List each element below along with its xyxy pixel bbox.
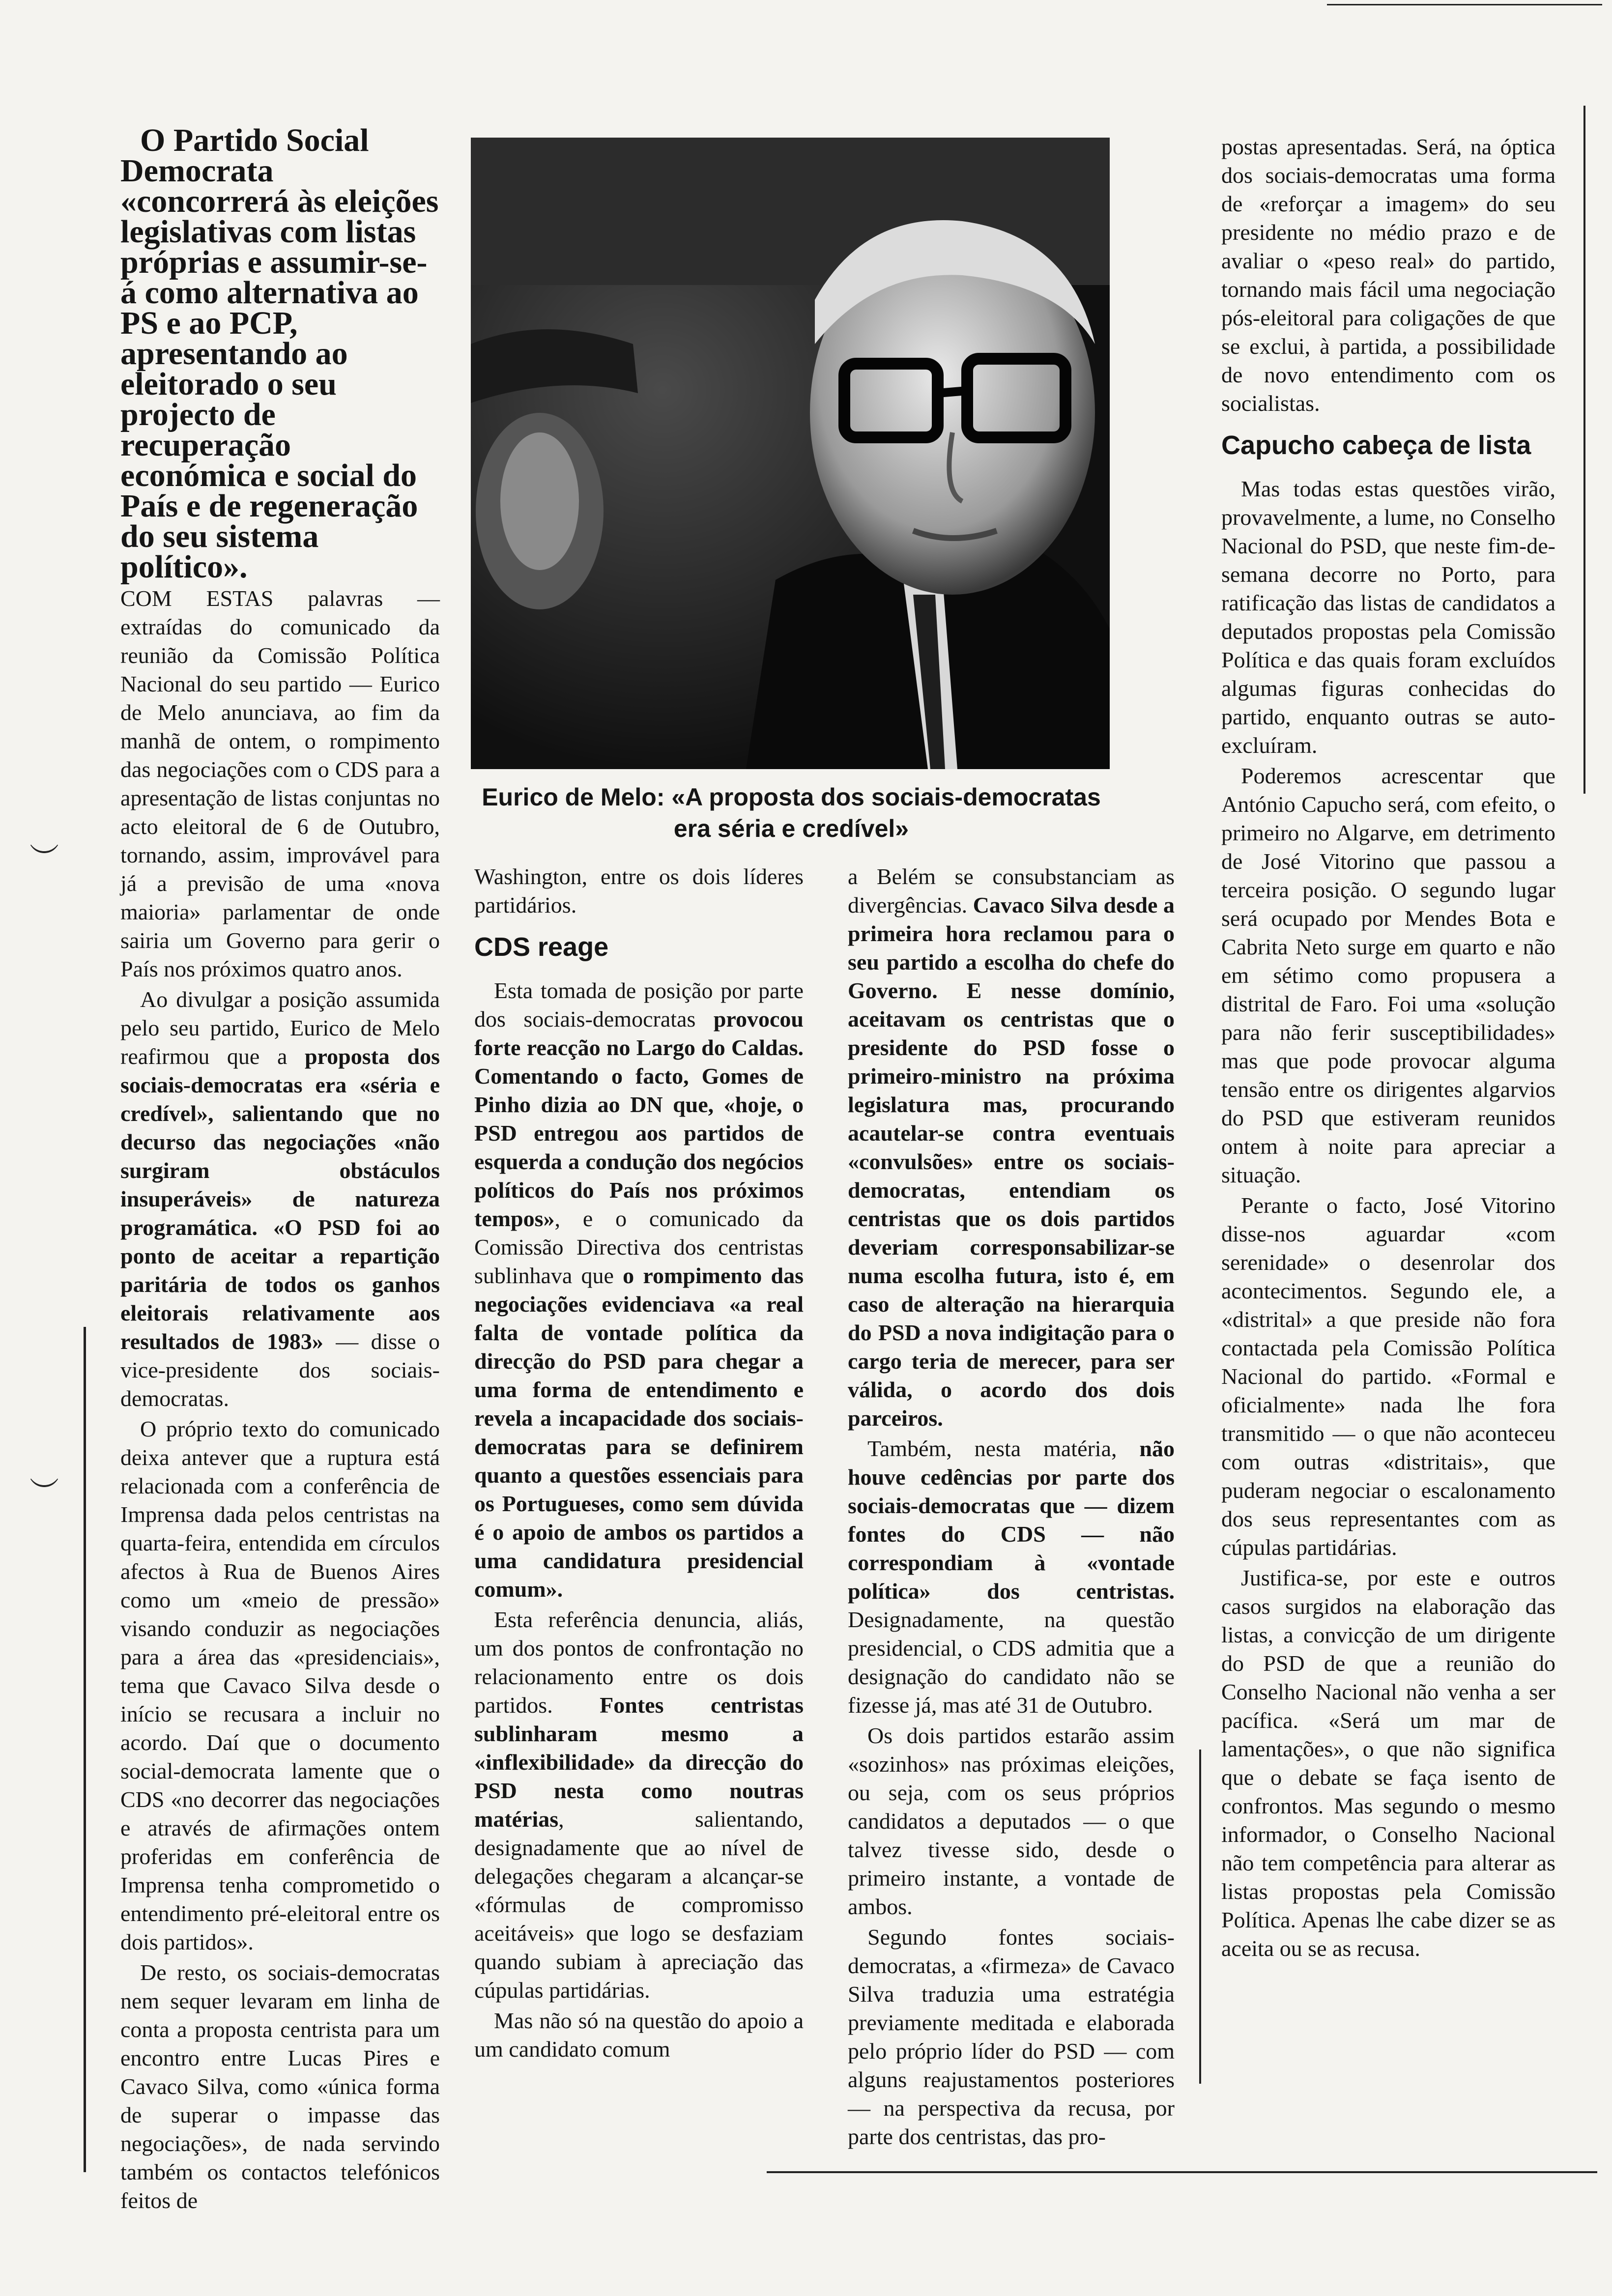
body-paragraph: a Belém se consubstanciam as divergências. Cavaco Silva desde a primeira hora reclamou para o seu partido a escolha do chefe do Governo. E nesse domínio, aceitavam os centristas que o presidente do PSD fosse o primeiro-ministro na próxima legislatura mas, procurando acautelar-se contra eventuais «convulsões» entre os sociais-democratas, entendiam os centristas que os dois partidos deveriam corresponsabilizar-se numa escolha futura, isto é, em caso de alteração na hierarquia do PSD a nova indigitação para o cargo teria de merecer, para ser válida, o acordo dos dois parceiros. — [848, 864, 1175, 1431]
body-paragraph: Esta tomada de posição por parte dos sociais-democratas provocou forte reacção no Largo do Caldas. Comentando o facto, Gomes de Pinho dizia ao DN que, «hoje, o PSD entregou aos partidos de esquerda a condução dos negócios políticos do País nos próximos tempos», e o comunicado da Comissão Directiva dos centristas sublinhava que o rompimento das negociações evidenciava «a real falta de vontade política da direcção do PSD para chegar a uma forma de entendimento e revela a incapacidade dos sociais-democratas para se definirem quanto a questões essenciais para os Portugueses, como sem dúvida é o apoio de ambos os partidos a uma candidatura presidencial comum». — [474, 978, 804, 1602]
body-paragraph: Perante o facto, José Vitorino disse-nos aguardar «com serenidade» o desenrolar dos acontecimentos. Segundo ele, a «distrital» a que preside não fora contactada pela Comissão Política Nacional do partido. «Formal e oficialmente» nada lhe fora transmitido — o que não aconteceu com outras «distritais», que puderam negociar o escalonamento dos seus representantes com as cúpulas partidárias. — [1221, 1193, 1555, 1560]
subheading-capucho: Capucho cabeça de lista — [1221, 430, 1531, 460]
body-paragraph: Esta referência denuncia, aliás, um dos pontos de confrontação no relacionamento entre os dois partidos. Fontes centristas sublinharam mesmo a «inflexibilidade» da direcção do PSD nesta como noutras matérias, salientando, designadamente que ao nível de delegações chegaram a alcançar-se «fórmulas de compromisso aceitáveis» que logo se desfaziam quando subiam à apreciação das cúpulas partidárias. — [474, 1607, 804, 2003]
column-rule — [1199, 1750, 1201, 2084]
top-rule — [1327, 4, 1602, 5]
body-paragraph: Mas todas estas questões virão, provavelmente, a lume, no Conselho Nacional do PSD, que neste fim-de-semana decorre no Porto, para ratificação das listas de candidatos a deputados propostas pela Comissão Política e das quais foram excluídos algumas figuras conhecidas do partido, enquanto outras se auto-excluíram. — [1221, 476, 1555, 758]
bottom-rule — [767, 2171, 1597, 2173]
margin-bracket-mark: ︶ — [29, 843, 59, 875]
body-paragraph: Também, nesta matéria, não houve cedências por parte dos sociais-democratas que — dizem fontes do CDS — não correspondiam à «vontade política» dos centristas. Designadamente, na questão presidencial, o CDS admitia que a designação do candidato não se fizesse já, mas até 31 de Outubro. — [848, 1436, 1175, 1718]
body-paragraph: O próprio texto do comunicado deixa antever que a ruptura está relacionada com a conferência de Imprensa dada pelos centristas na quarta-feira, entendida em círculos afectos à Rua de Buenos Aires como um «meio de pressão» visando conduzir as negociações para a área das «presidenciais», tema que Cavaco Silva desde o início se recusara a incluir no acordo. Daí que o documento social-democrata lamente que o CDS «no decorrer das negociações e através de afirmações ontem proferidas em conferência de Imprensa tenha comprometido o entendimento pré-eleitoral entre os dois partidos». — [120, 1416, 440, 1954]
body-paragraph: COM ESTAS palavras — extraídas do comunicado da reunião da Comissão Política Nacional do seu partido — Eurico de Melo anunciava, ao fim da manhã de ontem, o rompimento das negociações com o CDS para a apresentação de listas conjuntas no acto eleitoral de 6 de Outubro, tornando, assim, improvável para já a previsão de uma «nova maioria» parlamentar de onde sairia um Governo para gerir o País nos próximos quatro anos. — [120, 586, 440, 981]
column-1 — [120, 122, 440, 2217]
column-4 — [1221, 133, 1555, 1965]
column-2 — [474, 862, 804, 2066]
margin-bracket-mark: ︶ — [29, 1477, 59, 1509]
left-margin-rule — [84, 1327, 86, 2172]
body-paragraph: Poderemos acrescentar que António Capucho será, com efeito, o primeiro no Algarve, em detrimento de José Vitorino que passou a terceira posição. O segundo lugar será ocupado por Mendes Bota e Cabrita Neto surge em quarto e não em sétimo como propusera a distrital de Faro. Foi uma «solução para não ferir susceptibilidades» mas que pode provocar alguma tensão entre os dirigentes algarvios do PSD que estiveram reunidos ontem à noite para apreciar a situação. — [1221, 763, 1555, 1187]
lead-paragraph: O Partido Social Democrata «concorrerá às eleições legislativas com listas próprias e assumir-se-á como alternativa ao PS e ao PCP, apresentando ao eleitorado o seu projecto de recuperação económica e social do País e de regeneração do seu sistema político». — [120, 122, 439, 585]
body-paragraph: De resto, os sociais-democratas nem sequer levaram em linha de conta a proposta centrista para um encontro entre Lucas Pires e Cavaco Silva, como «única forma de superar o impasse das negociações», de nada servindo também os contactos telefónicos feitos de — [120, 1960, 440, 2213]
body-paragraph: Ao divulgar a posição assumida pelo seu partido, Eurico de Melo reafirmou que a proposta dos sociais-democratas era «séria e credível», salientando que no decurso das negociações «não surgiram obstáculos insuperáveis» de natureza programática. «O PSD foi ao ponto de aceitar a repartição paritária de todos os ganhos eleitorais relativamente aos resultados de 1983» — disse o vice-presidente dos sociais-democratas. — [120, 987, 440, 1411]
subheading-cds-reage: CDS reage — [474, 932, 609, 962]
body-paragraph: postas apresentadas. Será, na óptica dos sociais-democratas uma forma de «reforçar a imagem» do seu presidente no médio prazo e de avaliar o «peso real» do partido, tornando mais fácil uma negociação pós-eleitoral para coligações de que se exclui, à partida, a possibilidade de novo entendimento com os socialistas. — [1221, 134, 1555, 416]
body-paragraph: Segundo fontes sociais-democratas, a «firmeza» de Cavaco Silva traduzia uma estratégia previamente meditada e elaborada pelo próprio líder do PSD — com alguns reajustamentos posteriores — na perspectiva da recusa, por parte dos centristas, das pro- — [848, 1924, 1175, 2149]
body-paragraph: Justifica-se, por este e outros casos surgidos na elaboração das listas, a convicção de um dirigente do PSD de que a reunião do Conselho Nacional não venha a ser pacífica. «Será um mar de lamentações», o que não significa que o debate se faça isento de confrontos. Mas segundo o mesmo informador, o Conselho Nacional não tem competência para alterar as listas propostas pela Comissão Política. Apenas lhe cabe dizer se as aceita ou se as recusa. — [1221, 1565, 1555, 1961]
right-rule — [1583, 106, 1585, 794]
portrait-photo — [471, 138, 1110, 769]
column-3 — [848, 862, 1175, 2153]
photo-caption: Eurico de Melo: «A proposta dos sociais-democratas era séria e credível» — [482, 783, 1101, 842]
body-paragraph: Washington, entre os dois líderes partidários. — [474, 864, 804, 918]
portrait-image — [471, 138, 1110, 769]
body-paragraph: Os dois partidos estarão assim «sozinhos» nas próximas eleições, ou seja, com os seus próprios candidatos a deputados — o que talvez tivesse sido, desde o primeiro instante, a vontade de ambos. — [848, 1723, 1175, 1919]
body-paragraph: Mas não só na questão do apoio a um candidato comum — [474, 2008, 804, 2062]
